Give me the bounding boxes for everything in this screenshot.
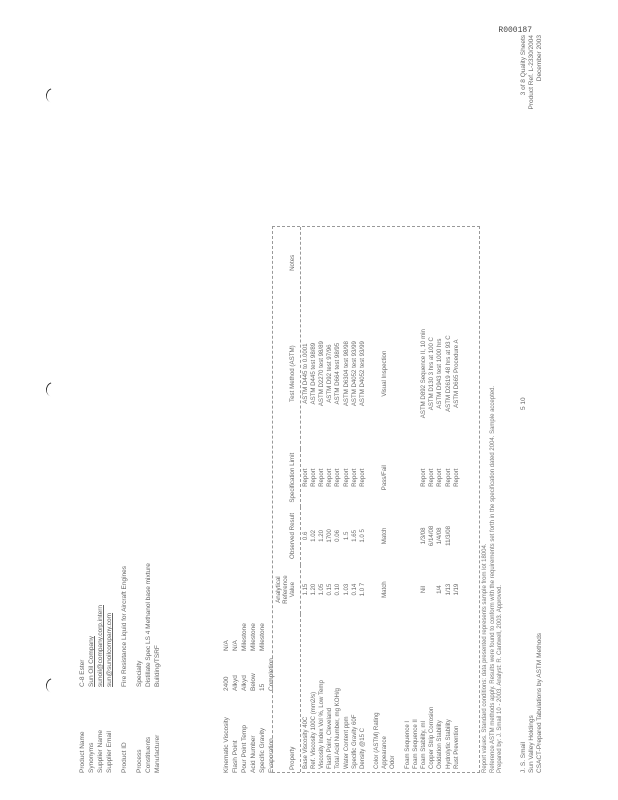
table-cell [350,227,358,299]
table-cell: Report [317,468,325,487]
table-cell: 1.20 [309,583,317,596]
bates-number: R000187 [498,26,532,35]
spec-value: Alkyd [241,675,248,691]
table-cell [411,299,419,449]
footer-line: 3 of 8 Quality Sheets [520,35,527,96]
table-cell [403,565,411,614]
table-cell: Base Viscosity 40C [301,716,309,769]
table-cell [389,299,397,449]
table-cell: Rust Prevention [452,725,460,769]
table-cell: Hydrolytic Stability [444,719,452,769]
table-cell [334,227,342,299]
table-cell [389,507,397,565]
table-cell: 1.65 [350,529,358,542]
table-cell [373,299,381,449]
spec-unit: Milestone [250,623,257,651]
table-row [428,227,436,772]
spec-unit: N/A [232,640,239,651]
table-cell: 1/4 [436,585,444,594]
spec-label: Flash Point [232,740,239,773]
table-cell [326,227,334,299]
table-cell [411,507,419,565]
table-cell [444,227,452,299]
meta-value: Sun Oil Company [88,636,95,687]
table-cell [309,227,317,299]
spec-value: 2400 [223,676,230,691]
table-cell [358,227,366,299]
meta-row [135,563,144,773]
table-cell: 1.20 [317,529,325,542]
spec-summary [222,591,276,773]
column-header: Notes [273,227,301,299]
spec-value: Completion [268,658,275,691]
table-cell: ASTM D445 test 98/89 [309,342,317,405]
table-cell: ASTM D892 Sequence II, 10 min [420,329,428,419]
table-cell: 6/14/08 [428,525,436,547]
table-row [301,227,310,772]
spec-label: Acid Number [250,735,257,773]
meta-value: Specialty [136,660,143,687]
table-cell: ASTM D665 Procedure A [452,339,460,408]
table-cell: Report [309,468,317,487]
table-cell [373,565,381,614]
meta-row [144,563,153,773]
spec-unit: Milestone [241,623,248,651]
table-row [350,227,358,772]
table-cell: 1/19 [452,583,460,596]
table-cell: Foam Sequence II [411,719,419,769]
footer-line: Sun Valley Holdings [528,715,535,773]
meta-label: Process [136,749,143,773]
table-cell [342,227,350,299]
table-row [444,227,452,772]
table-cell: Odor [389,755,397,769]
meta-label: Supplier Name [97,730,104,773]
table-cell: Specific Gravity 60F [350,714,358,769]
spec-label: Specific Gravity [259,727,266,773]
table-cell: 1700 [326,529,334,543]
table-cell [403,507,411,565]
table-row [403,227,411,772]
table-row [317,227,325,772]
table-cell: 0.06 [334,529,342,542]
table-cell [389,565,397,614]
table-cell: Report [420,468,428,487]
results-table [272,226,480,773]
table-cell [381,227,389,299]
table-row [358,227,366,772]
meta-row [120,563,129,773]
table-cell: 0.10 [334,583,342,596]
table-cell [428,565,436,614]
table-cell: Copper Strip Corrosion [428,706,436,769]
table-cell [428,227,436,299]
meta-label: Synonyms [88,742,95,773]
column-header: Test Method (ASTM) [273,299,301,449]
table-cell: ASTM D2270 test 98/89 [317,341,325,407]
spec-unit: N/A [223,640,230,651]
meta-row [78,563,87,773]
table-cell: 1/4/08 [436,527,444,545]
table-cell: ASTM D4052 test 93/99 [350,341,358,407]
table-cell [436,227,444,299]
meta-value: Distillate Spec LS 4 Methanol base mixture [145,563,152,687]
table-cell [452,507,460,565]
meta-label: Constituents [145,736,152,773]
spec-label: Pour Point Temp [241,725,248,773]
note-line: Reference ASTM methods apply. Results were found to conform with the requirements set forth in the specification dated 2004. Sample accepted. [489,385,496,773]
spec-value: Alkyd [232,675,239,691]
spec-value: 15 [259,683,266,691]
table-cell: 1.03 [342,583,350,596]
table-cell: Match [381,527,389,545]
footer-line: CSACT-Prepared Tabulations by ASTM Methods [536,632,543,773]
table-cell [301,227,310,299]
table-cell [389,449,397,507]
spec-row [258,591,267,773]
table-cell: 1.0 5 [358,529,366,543]
table-cell: Visual Inspection [381,350,389,397]
table-cell: 1.05 [317,583,325,596]
spec-row [231,591,240,773]
table-cell: Report [301,468,309,487]
table-cell: ASTM D6304 test 98/98 [342,341,350,407]
table-cell: ASTM D664 test 98/95 [334,342,342,405]
table-cell: ASTM D4052 test 93/99 [358,341,366,407]
table-cell: ASTM D92 test 97/96 [326,344,334,403]
table-row [419,227,427,772]
meta-row [96,563,105,773]
meta-row [105,563,114,773]
table-cell: Oxidation Stability [436,720,444,769]
rotated-document-page [10,15,550,785]
footer-line: December 2003 [536,35,543,82]
footer-line: J. S. Smail [520,741,527,773]
note-line: Report values. Standard conditions: data presented represents sample from lot 18004. [482,543,488,773]
footer-line: Product Ref. L-2330/2004 [528,35,535,110]
table-cell: 1.5 [342,531,350,541]
table-cell: Total Acid Number, mg KOH/g [334,688,342,769]
meta-value: sunoil@company.corp.intern [97,605,104,687]
table-cell: Foam Sequence I [403,720,411,769]
table-cell [373,507,381,565]
table-cell: 0.6 [301,531,309,541]
meta-row [87,563,96,773]
table-cell: Viscosity Index Vol %, Low Temp [317,680,325,769]
meta-label: Product ID [121,742,128,773]
table-cell: 1/13 [444,583,452,596]
footer-right-block [520,35,544,109]
table-cell: Report [358,468,366,487]
meta-value: sun@sunoilcompany.com [106,612,113,687]
table-cell: ASTM D943 test 1000 hrs [436,338,444,409]
table-cell: 0.15 [326,583,334,596]
meta-label: Manufacturer [154,734,161,773]
table-row [452,227,460,772]
table-row [389,227,397,772]
spec-row [222,591,231,773]
table-cell: Report [350,468,358,487]
table-row [381,227,389,772]
meta-label: Product Name [79,731,86,773]
table-row [411,227,419,772]
table-cell: Density @15 C [358,727,366,769]
table-row [334,227,342,772]
page-number: 5 10 [520,397,527,410]
spec-label: Evaporation [268,738,275,773]
table-cell [411,227,419,299]
table-row [436,227,444,772]
table-row [309,227,317,772]
table-cell: Match [381,581,389,598]
column-header: Observed Result [273,507,301,565]
table-cell: Report [452,468,460,487]
table-cell [389,227,397,299]
table-cell [373,227,381,299]
table-cell [411,449,419,507]
meta-value: Building/TSRF [154,645,161,687]
meta-value: Fire Resistance Liquid for Aircraft Engines [121,565,128,687]
table-cell: Report [326,468,334,487]
table-cell [317,227,325,299]
table-cell: ASTM D2619 48 hrs at 93 C [444,335,452,412]
table-cell: Ref. Viscosity 100C (mm2/s) [309,691,317,769]
table-cell: Color (ASTM) Rating [373,712,381,769]
table-cell: Pass/Fail [381,465,389,491]
spec-unit: Milestone [259,623,266,651]
table-cell [373,449,381,507]
table-cell: Appearance [381,736,389,769]
column-header: Property [273,614,301,772]
spec-row [249,591,258,773]
table-cell [403,449,411,507]
table-row [373,227,381,772]
table-cell [403,299,411,449]
table-cell: Flash Point, Cleveland [326,708,334,769]
table-cell: 0.14 [350,583,358,596]
table-cell: Foam Stability, ml [420,721,428,769]
table-cell: ASTM D130 3 hrs at 100 C [428,337,436,411]
note-line: Prepared by: J. Smail 10 - 2003. Analyst: R. Cantwell, 2003. Approved. [497,584,503,773]
footer-left-block [520,633,544,773]
meta-label: Supplier Email [106,731,113,773]
table-cell: Nil [420,586,428,594]
spec-value: Below [250,673,257,691]
meta-row [153,563,162,773]
table-cell: Report [342,468,350,487]
spec-row [240,591,249,773]
table-cell: Report [436,468,444,487]
product-metadata [78,563,162,773]
table-row [326,227,334,772]
column-header: Analytical Reference Value [273,565,301,614]
table-cell: Report [334,468,342,487]
column-header: Specification Limit [273,449,301,507]
spec-label: Kinematic Viscosity [223,717,230,773]
table-cell: 1.15 [301,583,309,596]
table-cell: Water Content ppm [342,716,350,769]
table-cell [411,565,419,614]
table-cell [419,227,427,299]
table-header-row [273,227,301,772]
table-cell: Report [444,468,452,487]
meta-value: C-8 Ester [79,659,86,687]
table-cell: 1.02 [309,529,317,542]
table-cell: 11/3/08 [444,525,452,546]
table-cell: Report [428,468,436,487]
table-row [342,227,350,772]
table-cell [452,227,460,299]
table-cell: 1.0 7 [358,582,366,597]
table-cell: ASTM D445 to 0.0001 [301,343,309,404]
table-notes [482,386,505,773]
table-cell [403,227,411,299]
table-cell: 1/3/08 [420,527,428,545]
